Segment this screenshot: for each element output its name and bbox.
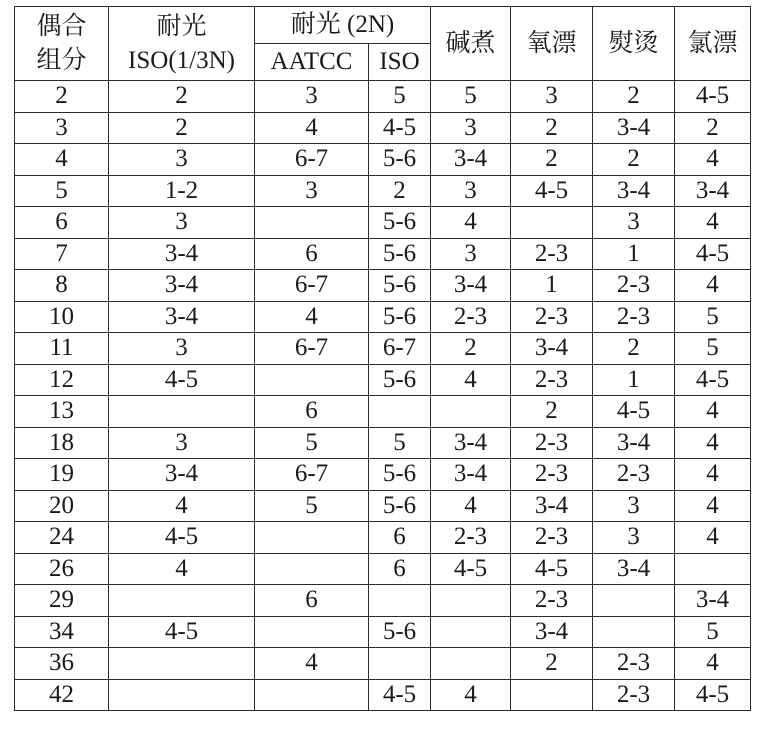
cell-aatcc: 3 bbox=[255, 81, 369, 113]
cell-chlorine: 4 bbox=[675, 490, 751, 522]
cell-light-iso: 3 bbox=[109, 144, 255, 176]
cell-oxygen: 2-3 bbox=[511, 522, 593, 554]
cell-group: 5 bbox=[15, 175, 109, 207]
table-row bbox=[15, 364, 751, 396]
cell-aatcc: 6 bbox=[255, 585, 369, 617]
cell-ironing: 2 bbox=[593, 333, 675, 365]
table-row bbox=[15, 81, 751, 113]
cell-alkali: 4 bbox=[431, 364, 511, 396]
cell-oxygen: 2-3 bbox=[511, 364, 593, 396]
cell-chlorine: 4-5 bbox=[675, 364, 751, 396]
cell-alkali: 3-4 bbox=[431, 270, 511, 302]
header-lightfast-line1: 耐光 bbox=[156, 12, 207, 40]
cell-alkali: 3 bbox=[431, 112, 511, 144]
cell-ironing: 3-4 bbox=[593, 112, 675, 144]
table-row bbox=[15, 553, 751, 585]
cell-iso-2n: 5-6 bbox=[369, 144, 431, 176]
cell-ironing: 3 bbox=[593, 490, 675, 522]
cell-light-iso: 3 bbox=[109, 207, 255, 239]
table-row bbox=[15, 396, 751, 428]
cell-ironing: 2-3 bbox=[593, 301, 675, 333]
cell-chlorine: 4 bbox=[675, 144, 751, 176]
cell-ironing: 2-3 bbox=[593, 648, 675, 680]
cell-alkali: 3 bbox=[431, 175, 511, 207]
cell-iso-2n bbox=[369, 396, 431, 428]
cell-group: 10 bbox=[15, 301, 109, 333]
cell-group: 4 bbox=[15, 144, 109, 176]
cell-aatcc: 4 bbox=[255, 648, 369, 680]
cell-light-iso: 2 bbox=[109, 112, 255, 144]
table-row bbox=[15, 585, 751, 617]
table-row bbox=[15, 679, 751, 711]
cell-light-iso: 4-5 bbox=[109, 522, 255, 554]
cell-light-iso bbox=[109, 648, 255, 680]
cell-iso-2n: 5 bbox=[369, 81, 431, 113]
cell-chlorine: 2 bbox=[675, 112, 751, 144]
cell-group: 34 bbox=[15, 616, 109, 648]
cell-alkali bbox=[431, 616, 511, 648]
cell-chlorine: 4 bbox=[675, 270, 751, 302]
cell-alkali: 3-4 bbox=[431, 144, 511, 176]
cell-oxygen: 2-3 bbox=[511, 301, 593, 333]
cell-aatcc: 3 bbox=[255, 175, 369, 207]
cell-light-iso bbox=[109, 585, 255, 617]
cell-group: 11 bbox=[15, 333, 109, 365]
table-row bbox=[15, 175, 751, 207]
cell-aatcc: 6-7 bbox=[255, 333, 369, 365]
cell-aatcc bbox=[255, 616, 369, 648]
cell-ironing: 3 bbox=[593, 207, 675, 239]
cell-iso-2n: 5-6 bbox=[369, 207, 431, 239]
cell-chlorine: 4 bbox=[675, 427, 751, 459]
cell-chlorine: 5 bbox=[675, 301, 751, 333]
cell-alkali: 2 bbox=[431, 333, 511, 365]
cell-chlorine: 3-4 bbox=[675, 175, 751, 207]
cell-ironing: 2 bbox=[593, 81, 675, 113]
cell-iso-2n: 4-5 bbox=[369, 112, 431, 144]
cell-oxygen: 2 bbox=[511, 112, 593, 144]
cell-oxygen: 1 bbox=[511, 270, 593, 302]
cell-aatcc: 5 bbox=[255, 427, 369, 459]
cell-ironing: 3-4 bbox=[593, 427, 675, 459]
cell-chlorine: 4 bbox=[675, 459, 751, 491]
cell-ironing: 2-3 bbox=[593, 679, 675, 711]
cell-aatcc: 6 bbox=[255, 238, 369, 270]
table-row bbox=[15, 112, 751, 144]
cell-light-iso: 2 bbox=[109, 81, 255, 113]
cell-group: 8 bbox=[15, 270, 109, 302]
cell-light-iso: 3-4 bbox=[109, 301, 255, 333]
table-row bbox=[15, 270, 751, 302]
cell-group: 42 bbox=[15, 679, 109, 711]
cell-alkali: 3 bbox=[431, 238, 511, 270]
cell-aatcc: 6-7 bbox=[255, 144, 369, 176]
cell-group: 29 bbox=[15, 585, 109, 617]
cell-iso-2n: 2 bbox=[369, 175, 431, 207]
cell-group: 19 bbox=[15, 459, 109, 491]
cell-group: 36 bbox=[15, 648, 109, 680]
cell-group: 26 bbox=[15, 553, 109, 585]
header-lightfast-2n: 耐光 (2N) bbox=[255, 7, 431, 44]
cell-alkali: 4 bbox=[431, 679, 511, 711]
cell-iso-2n: 5 bbox=[369, 427, 431, 459]
cell-aatcc: 6-7 bbox=[255, 459, 369, 491]
cell-alkali bbox=[431, 396, 511, 428]
header-oxygen-bleach: 氧漂 bbox=[511, 7, 593, 81]
cell-alkali: 4-5 bbox=[431, 553, 511, 585]
cell-aatcc bbox=[255, 522, 369, 554]
cell-chlorine: 4-5 bbox=[675, 679, 751, 711]
cell-aatcc: 4 bbox=[255, 301, 369, 333]
cell-iso-2n: 5-6 bbox=[369, 490, 431, 522]
cell-oxygen bbox=[511, 679, 593, 711]
cell-chlorine: 4-5 bbox=[675, 238, 751, 270]
header-alkali-boil: 碱煮 bbox=[431, 7, 511, 81]
cell-iso-2n: 6 bbox=[369, 553, 431, 585]
cell-oxygen: 2 bbox=[511, 648, 593, 680]
header-aatcc: AATCC bbox=[255, 44, 369, 81]
table-row bbox=[15, 333, 751, 365]
cell-iso-2n: 5-6 bbox=[369, 364, 431, 396]
cell-chlorine: 4 bbox=[675, 522, 751, 554]
table-body bbox=[15, 81, 751, 711]
table-row bbox=[15, 207, 751, 239]
table-row bbox=[15, 301, 751, 333]
cell-alkali: 2-3 bbox=[431, 301, 511, 333]
cell-chlorine: 5 bbox=[675, 616, 751, 648]
table-header bbox=[15, 7, 751, 81]
cell-ironing: 4-5 bbox=[593, 396, 675, 428]
cell-chlorine: 4-5 bbox=[675, 81, 751, 113]
cell-ironing: 1 bbox=[593, 238, 675, 270]
cell-oxygen: 3 bbox=[511, 81, 593, 113]
cell-alkali: 2-3 bbox=[431, 522, 511, 554]
cell-aatcc bbox=[255, 553, 369, 585]
cell-light-iso: 4-5 bbox=[109, 364, 255, 396]
cell-ironing: 1 bbox=[593, 364, 675, 396]
table-row bbox=[15, 459, 751, 491]
cell-group: 18 bbox=[15, 427, 109, 459]
cell-oxygen: 2 bbox=[511, 144, 593, 176]
cell-light-iso: 3-4 bbox=[109, 270, 255, 302]
cell-chlorine: 4 bbox=[675, 396, 751, 428]
cell-oxygen: 4-5 bbox=[511, 553, 593, 585]
cell-aatcc: 6-7 bbox=[255, 270, 369, 302]
header-coupling-group-line1: 偶合 bbox=[36, 12, 87, 40]
cell-oxygen bbox=[511, 207, 593, 239]
table-row bbox=[15, 144, 751, 176]
cell-alkali: 5 bbox=[431, 81, 511, 113]
cell-oxygen: 2-3 bbox=[511, 585, 593, 617]
cell-light-iso: 3-4 bbox=[109, 459, 255, 491]
header-chlorine-bleach: 氯漂 bbox=[675, 7, 751, 81]
cell-oxygen: 3-4 bbox=[511, 333, 593, 365]
cell-alkali: 3-4 bbox=[431, 459, 511, 491]
cell-group: 2 bbox=[15, 81, 109, 113]
cell-light-iso: 4 bbox=[109, 553, 255, 585]
header-lightfast-iso-1-3n bbox=[109, 7, 255, 81]
cell-iso-2n: 4-5 bbox=[369, 679, 431, 711]
cell-light-iso: 3 bbox=[109, 427, 255, 459]
cell-chlorine: 3-4 bbox=[675, 585, 751, 617]
cell-iso-2n bbox=[369, 585, 431, 617]
cell-ironing: 2-3 bbox=[593, 270, 675, 302]
table-row bbox=[15, 522, 751, 554]
cell-iso-2n: 6-7 bbox=[369, 333, 431, 365]
cell-iso-2n: 5-6 bbox=[369, 459, 431, 491]
header-coupling-group-line2: 组分 bbox=[36, 46, 87, 74]
cell-light-iso bbox=[109, 679, 255, 711]
header-coupling-group bbox=[15, 7, 109, 81]
cell-group: 7 bbox=[15, 238, 109, 270]
cell-alkali bbox=[431, 648, 511, 680]
cell-group: 6 bbox=[15, 207, 109, 239]
table-row bbox=[15, 490, 751, 522]
cell-aatcc bbox=[255, 364, 369, 396]
cell-aatcc bbox=[255, 207, 369, 239]
cell-oxygen: 2 bbox=[511, 396, 593, 428]
cell-aatcc: 6 bbox=[255, 396, 369, 428]
cell-oxygen: 4-5 bbox=[511, 175, 593, 207]
cell-ironing bbox=[593, 616, 675, 648]
table-row bbox=[15, 427, 751, 459]
cell-oxygen: 2-3 bbox=[511, 427, 593, 459]
cell-aatcc bbox=[255, 679, 369, 711]
cell-ironing: 3-4 bbox=[593, 175, 675, 207]
cell-chlorine: 4 bbox=[675, 207, 751, 239]
cell-oxygen: 2-3 bbox=[511, 238, 593, 270]
cell-iso-2n bbox=[369, 648, 431, 680]
cell-aatcc: 5 bbox=[255, 490, 369, 522]
cell-alkali bbox=[431, 585, 511, 617]
table-row bbox=[15, 616, 751, 648]
cell-group: 12 bbox=[15, 364, 109, 396]
header-ironing: 熨烫 bbox=[593, 7, 675, 81]
cell-alkali: 4 bbox=[431, 207, 511, 239]
cell-aatcc: 4 bbox=[255, 112, 369, 144]
cell-oxygen: 2-3 bbox=[511, 459, 593, 491]
cell-chlorine: 4 bbox=[675, 648, 751, 680]
cell-chlorine bbox=[675, 553, 751, 585]
header-iso: ISO bbox=[369, 44, 431, 81]
header-lightfast-line2: ISO(1/3N) bbox=[128, 46, 235, 74]
cell-light-iso: 3 bbox=[109, 333, 255, 365]
cell-ironing: 2-3 bbox=[593, 459, 675, 491]
cell-light-iso bbox=[109, 396, 255, 428]
cell-iso-2n: 6 bbox=[369, 522, 431, 554]
cell-iso-2n: 5-6 bbox=[369, 616, 431, 648]
cell-oxygen: 3-4 bbox=[511, 616, 593, 648]
cell-light-iso: 4 bbox=[109, 490, 255, 522]
cell-ironing: 2 bbox=[593, 144, 675, 176]
cell-group: 13 bbox=[15, 396, 109, 428]
cell-ironing: 3-4 bbox=[593, 553, 675, 585]
cell-chlorine: 5 bbox=[675, 333, 751, 365]
table-row bbox=[15, 648, 751, 680]
cell-alkali: 3-4 bbox=[431, 427, 511, 459]
cell-group: 24 bbox=[15, 522, 109, 554]
cell-light-iso: 1-2 bbox=[109, 175, 255, 207]
cell-iso-2n: 5-6 bbox=[369, 270, 431, 302]
cell-group: 20 bbox=[15, 490, 109, 522]
cell-iso-2n: 5-6 bbox=[369, 238, 431, 270]
table-row bbox=[15, 238, 751, 270]
cell-group: 3 bbox=[15, 112, 109, 144]
fastness-table bbox=[14, 6, 751, 711]
cell-alkali: 4 bbox=[431, 490, 511, 522]
cell-ironing bbox=[593, 585, 675, 617]
cell-iso-2n: 5-6 bbox=[369, 301, 431, 333]
cell-light-iso: 4-5 bbox=[109, 616, 255, 648]
cell-ironing: 3 bbox=[593, 522, 675, 554]
cell-light-iso: 3-4 bbox=[109, 238, 255, 270]
cell-oxygen: 3-4 bbox=[511, 490, 593, 522]
fastness-table-container bbox=[14, 6, 751, 711]
